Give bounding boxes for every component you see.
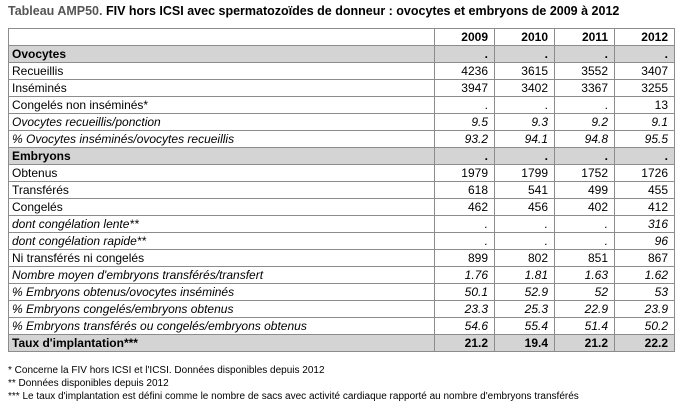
table-row <box>9 318 675 335</box>
value-cell: 50.2 <box>615 318 675 335</box>
value-cell: 462 <box>435 199 495 216</box>
row-label: % Embryons transférés ou congelés/embryons obtenus <box>9 318 435 335</box>
table-row <box>9 199 675 216</box>
row-label: % Ovocytes inséminés/ovocytes recueillis <box>9 131 435 148</box>
table-row <box>9 97 675 114</box>
row-label: Ovocytes recueillis/ponction <box>9 114 435 131</box>
value-cell: 19.4 <box>495 335 555 352</box>
value-cell: . <box>555 46 615 63</box>
table-row <box>9 131 675 148</box>
value-cell: 3947 <box>435 80 495 97</box>
value-cell: 899 <box>435 250 495 267</box>
value-cell: 23.3 <box>435 301 495 318</box>
data-table <box>8 28 675 352</box>
header-label-cell <box>9 29 435 46</box>
value-cell: 9.1 <box>615 114 675 131</box>
value-cell: 316 <box>615 216 675 233</box>
value-cell: 3367 <box>555 80 615 97</box>
total-row <box>9 335 675 352</box>
table-row <box>9 301 675 318</box>
value-cell: 3255 <box>615 80 675 97</box>
value-cell: . <box>435 97 495 114</box>
value-cell: 9.5 <box>435 114 495 131</box>
row-label: Taux d'implantation*** <box>9 335 435 352</box>
footnote: * Concerne la FIV hors ICSI et l'ICSI. Données disponibles depuis 2012 <box>8 365 325 376</box>
row-label: dont congélation lente** <box>9 216 435 233</box>
value-cell: . <box>615 148 675 165</box>
table-title-text: FIV hors ICSI avec spermatozoïdes de donneur : ovocytes et embryons de 2009 à 2012 <box>102 4 620 18</box>
value-cell: . <box>555 233 615 250</box>
value-cell: 25.3 <box>495 301 555 318</box>
row-label: % Embryons congelés/embryons obtenus <box>9 301 435 318</box>
footnote: ** Données disponibles depuis 2012 <box>8 378 169 389</box>
value-cell: 402 <box>555 199 615 216</box>
table-title <box>8 4 678 18</box>
year-header: 2009 <box>435 29 495 46</box>
value-cell: . <box>495 46 555 63</box>
value-cell: . <box>435 233 495 250</box>
row-label: Congelés <box>9 199 435 216</box>
row-label: Transférés <box>9 182 435 199</box>
value-cell: . <box>435 148 495 165</box>
section-row <box>9 46 675 63</box>
table-title-prefix: Tableau AMP50. <box>8 4 103 18</box>
value-cell: . <box>555 216 615 233</box>
value-cell: 1.76 <box>435 267 495 284</box>
value-cell: 50.1 <box>435 284 495 301</box>
value-cell: 1979 <box>435 165 495 182</box>
value-cell: . <box>495 216 555 233</box>
value-cell: 21.2 <box>555 335 615 352</box>
value-cell: 3615 <box>495 63 555 80</box>
footnotes <box>8 364 678 403</box>
value-cell: . <box>495 233 555 250</box>
table-row <box>9 233 675 250</box>
value-cell: 1726 <box>615 165 675 182</box>
value-cell: 94.1 <box>495 131 555 148</box>
value-cell: 3407 <box>615 63 675 80</box>
section-row <box>9 148 675 165</box>
value-cell: 55.4 <box>495 318 555 335</box>
value-cell: 53 <box>615 284 675 301</box>
value-cell: 21.2 <box>435 335 495 352</box>
value-cell: 802 <box>495 250 555 267</box>
year-header: 2012 <box>615 29 675 46</box>
row-label: Nombre moyen d'embryons transférés/transfert <box>9 267 435 284</box>
value-cell: 412 <box>615 199 675 216</box>
row-label: Congelés non inséminés* <box>9 97 435 114</box>
value-cell: 1799 <box>495 165 555 182</box>
row-label: Recueillis <box>9 63 435 80</box>
row-label: % Embryons obtenus/ovocytes inséminés <box>9 284 435 301</box>
year-header: 2011 <box>555 29 615 46</box>
table-row <box>9 182 675 199</box>
value-cell: 1.62 <box>615 267 675 284</box>
value-cell: 93.2 <box>435 131 495 148</box>
value-cell: 1752 <box>555 165 615 182</box>
row-label: dont congélation rapide** <box>9 233 435 250</box>
row-label: Inséminés <box>9 80 435 97</box>
value-cell: 94.8 <box>555 131 615 148</box>
footnote: *** Le taux d'implantation est défini comme le nombre de sacs avec activité cardiaque rapporté au nombre d'embryons transférés <box>8 391 579 402</box>
year-header: 2010 <box>495 29 555 46</box>
value-cell: 3402 <box>495 80 555 97</box>
table-row <box>9 80 675 97</box>
value-cell: . <box>555 148 615 165</box>
value-cell: 455 <box>615 182 675 199</box>
value-cell: 96 <box>615 233 675 250</box>
value-cell: 867 <box>615 250 675 267</box>
value-cell: . <box>435 216 495 233</box>
row-label: Ni transférés ni congelés <box>9 250 435 267</box>
table-row <box>9 216 675 233</box>
value-cell: 23.9 <box>615 301 675 318</box>
value-cell: 456 <box>495 199 555 216</box>
value-cell: 9.3 <box>495 114 555 131</box>
value-cell: 54.6 <box>435 318 495 335</box>
header-row <box>9 29 675 46</box>
value-cell: 13 <box>615 97 675 114</box>
value-cell: . <box>555 97 615 114</box>
value-cell: 499 <box>555 182 615 199</box>
table-row <box>9 165 675 182</box>
value-cell: 22.2 <box>615 335 675 352</box>
table-row <box>9 267 675 284</box>
value-cell: 9.2 <box>555 114 615 131</box>
value-cell: 3552 <box>555 63 615 80</box>
value-cell: . <box>495 97 555 114</box>
value-cell: 51.4 <box>555 318 615 335</box>
table-row <box>9 284 675 301</box>
table-row <box>9 114 675 131</box>
value-cell: 52.9 <box>495 284 555 301</box>
value-cell: . <box>495 148 555 165</box>
table-row <box>9 63 675 80</box>
table-row <box>9 250 675 267</box>
row-label: Embryons <box>9 148 435 165</box>
value-cell: 1.63 <box>555 267 615 284</box>
value-cell: 22.9 <box>555 301 615 318</box>
row-label: Ovocytes <box>9 46 435 63</box>
value-cell: 618 <box>435 182 495 199</box>
value-cell: 4236 <box>435 63 495 80</box>
value-cell: 52 <box>555 284 615 301</box>
value-cell: 1.81 <box>495 267 555 284</box>
value-cell: 851 <box>555 250 615 267</box>
value-cell: 95.5 <box>615 131 675 148</box>
value-cell: . <box>435 46 495 63</box>
row-label: Obtenus <box>9 165 435 182</box>
value-cell: . <box>615 46 675 63</box>
value-cell: 541 <box>495 182 555 199</box>
